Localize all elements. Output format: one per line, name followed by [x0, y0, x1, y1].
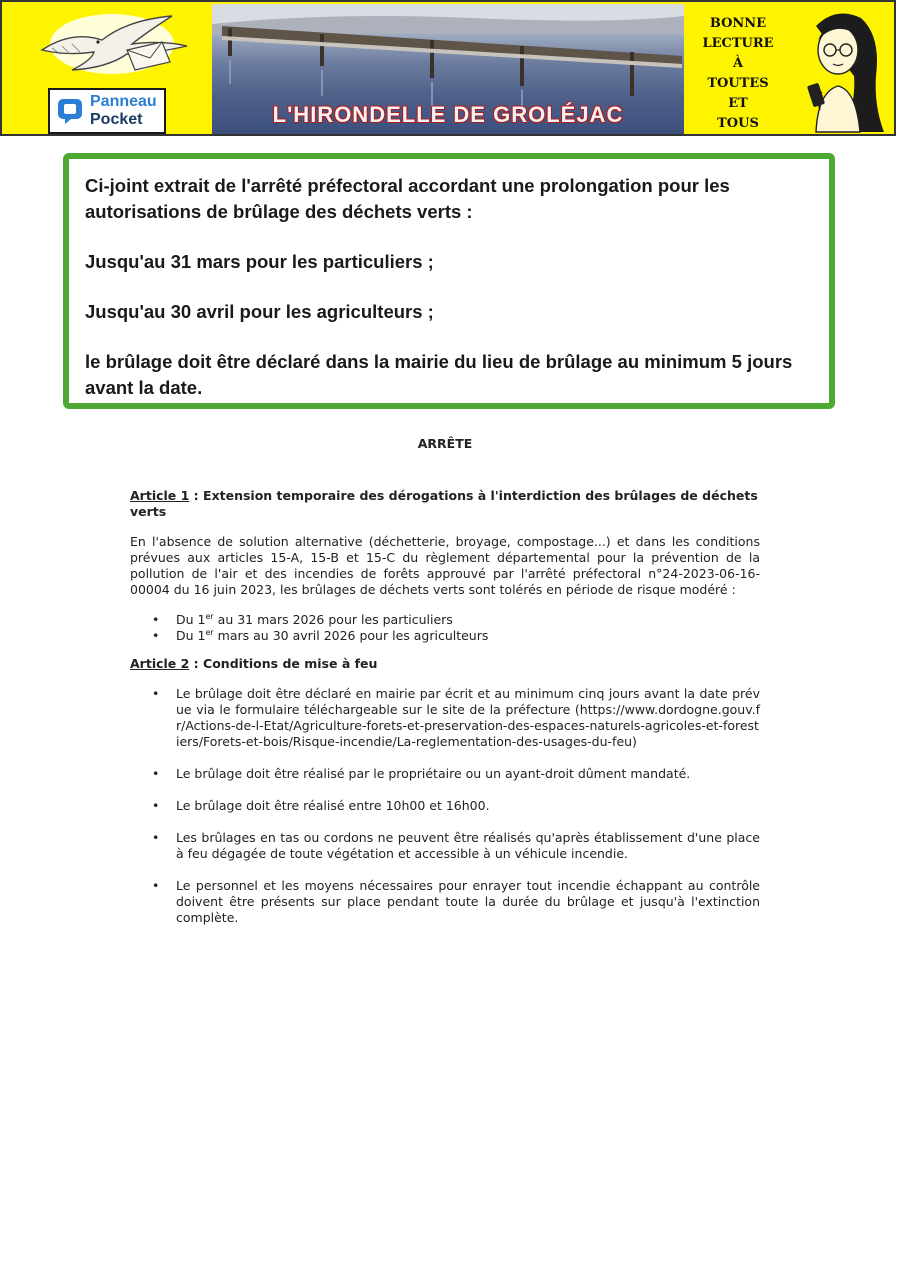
condition-text: Le brûlage doit être réalisé par le propriétaire ou un ayant-droit dûment mandaté. [176, 766, 691, 781]
reading-woman-illustration [786, 6, 892, 134]
condition-text: Les brûlages en tas ou cordons ne peuvent être réalisés qu'après établissement d'une place à feu dégagée de toute végétation et accessible à un véhicule incendie. [176, 830, 760, 861]
article-1-title: : Extension temporaire des dérogations à l'interdiction des brûlages de déchets verts [130, 488, 758, 519]
greeting-line: BONNE [709, 16, 767, 31]
period-text-end: mars au 30 avril 2026 pour les agriculteurs [213, 628, 489, 643]
article-1-label: Article 1 [130, 488, 190, 503]
notice-individuals-deadline: Jusqu'au 31 mars pour les particuliers ; [85, 251, 434, 272]
greeting-line: TOUTES [707, 76, 769, 91]
greeting-line: À [732, 56, 744, 71]
article-1-body: En l'absence de solution alternative (déchetterie, broyage, compostage...) et dans les conditions prévues aux articles 15-A, 15-B et 15-C du règlement départemental pour la prévention de la pollution de l'air et des incendies de forêts approuvé par l'arrêté préfectoral n°24-2023-06-16-00004 du 16 juin 2023, les brûlages de déchets verts sont tolérés en période de risque modéré : [130, 534, 760, 597]
decree-title: ARRÊTE [417, 436, 473, 451]
list-item [130, 612, 760, 628]
lake-pier-photo [212, 4, 684, 134]
greeting-line: TOUS [717, 116, 759, 131]
banner-left-panel [4, 4, 210, 134]
article-2-conditions [130, 686, 760, 926]
panneaupocket-label-2: Pocket [90, 111, 143, 128]
greeting-line: ET [728, 96, 748, 111]
period-text-end: au 31 mars 2026 pour les particuliers [213, 612, 453, 627]
notice-declaration-rule: le brûlage doit être déclaré dans la mairie du lieu de brûlage au minimum 5 jours avant la date. [85, 351, 793, 398]
notice-box [63, 153, 835, 409]
list-item [130, 628, 760, 644]
panneaupocket-icon [56, 97, 84, 125]
greeting-line: LECTURE [702, 36, 774, 51]
panneaupocket-label-1: Panneau [90, 93, 157, 110]
notice-farmers-deadline: Jusqu'au 30 avril pour les agriculteurs ; [85, 301, 434, 322]
notice-intro: Ci-joint extrait de l'arrêté préfectoral accordant une prolongation pour les autorisations de brûlage des déchets verts : [85, 175, 730, 222]
header-banner [0, 0, 896, 136]
article-2-label: Article 2 [130, 656, 190, 671]
ordinal-suffix: er [205, 611, 214, 621]
list-item [130, 686, 760, 750]
ordinal-suffix: er [205, 627, 214, 637]
condition-text: Le personnel et les moyens nécessaires pour enrayer tout incendie échappant au contrôle doivent être présents sur place pendant toute la durée du brûlage et jusqu'à l'extinction complète. [176, 878, 760, 925]
decree-excerpt [130, 436, 760, 942]
swallow-letter-logo [32, 10, 197, 80]
list-item [130, 798, 760, 814]
banner-right-panel [686, 4, 894, 134]
newsletter-title: L'HIRONDELLE DE GROLÉJAC [272, 102, 624, 127]
list-item [130, 878, 760, 926]
article-1-periods [130, 612, 760, 644]
list-item [130, 830, 760, 862]
greeting-text [688, 14, 788, 134]
list-item [130, 766, 760, 782]
condition-text: Le brûlage doit être déclaré en mairie par écrit et au minimum cinq jours avant la date prévue via le formulaire téléchargeable sur le site de la préfecture (https://www.dordogne.gouv.fr/Actions-de-l-Etat/Agriculture-forets-et-preservation-des-espaces-naturels-agricoles-et-forestiers/Forets-et-bois/Risque-incendie/La-reglementation-des-usages-du-feu) [176, 686, 760, 749]
article-2-heading [130, 656, 760, 672]
panneaupocket-badge [48, 88, 166, 134]
condition-text: Le brûlage doit être réalisé entre 10h00 et 16h00. [176, 798, 490, 813]
article-2-title: : Conditions de mise à feu [189, 656, 378, 671]
article-1-heading [130, 488, 760, 520]
period-text-start: Du 1 [176, 628, 206, 643]
period-text-start: Du 1 [176, 612, 206, 627]
